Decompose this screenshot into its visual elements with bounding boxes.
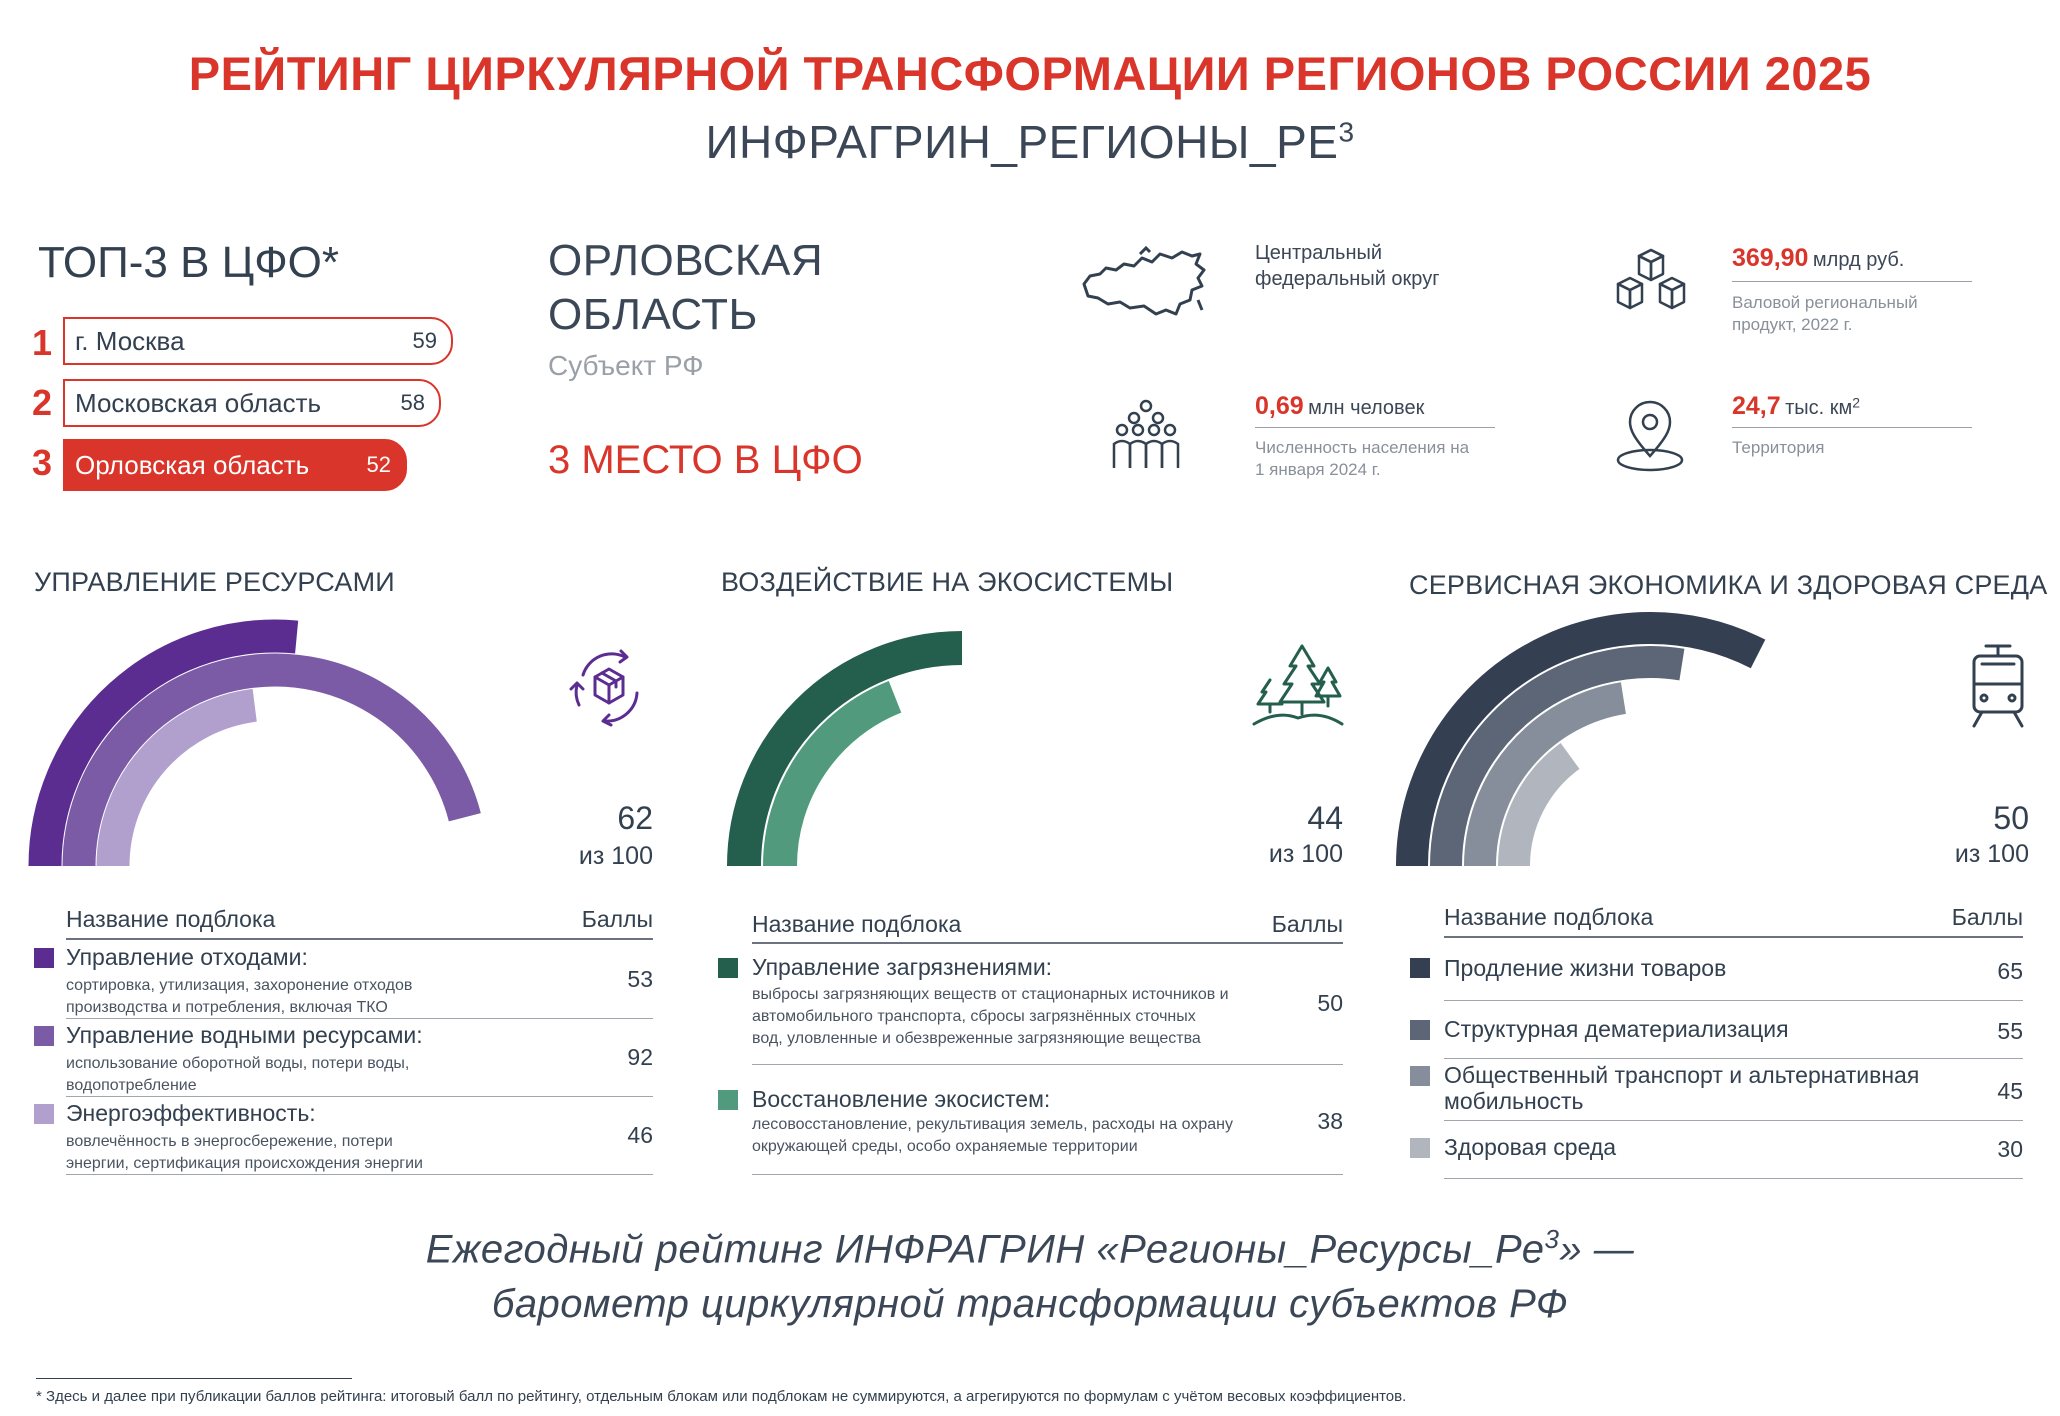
table-rule — [66, 1096, 653, 1097]
row-value: 65 — [1997, 958, 2023, 984]
top3-item-score: 59 — [412, 328, 437, 353]
divider — [1255, 427, 1495, 428]
row-title: Управление водными ресурсами: — [66, 1022, 423, 1048]
area-note: Территория — [1732, 438, 1825, 457]
rank-number: 1 — [32, 322, 53, 363]
row-desc: лесовосстановление, рекультивация земель, расходы на охрану окружающей среды, особо охраняемые территории — [752, 1116, 1233, 1155]
row-desc: вовлечённость в энергосбережение, потери энергии, сертификация происхождения энергии — [66, 1133, 423, 1172]
legend-swatch — [1410, 1138, 1430, 1158]
top3-item-score: 52 — [366, 452, 391, 477]
row-value: 92 — [627, 1044, 653, 1070]
row-title: Управление загрязнениями: — [752, 954, 1053, 980]
rank-number: 3 — [32, 442, 53, 483]
divider — [1732, 427, 1972, 428]
legend-swatch — [718, 958, 738, 978]
row-value: 30 — [1997, 1136, 2023, 1162]
row-title: Восстановление экосистем: — [752, 1086, 1051, 1112]
row-value: 46 — [627, 1122, 653, 1148]
table-rule — [1444, 936, 2023, 938]
grp-note: Валовой региональный продукт, 2022 г. — [1732, 293, 1918, 334]
row-title: Структурная дематериализация — [1444, 1016, 1789, 1042]
table-rule — [1444, 1120, 2023, 1121]
chart-ecosystems — [744, 648, 962, 866]
page-subtitle: $ИНФРАГРИН\_РЕГИОНЫ\_РЕ^3$ — [705, 116, 1355, 168]
people-group-icon — [1108, 398, 1184, 472]
block-score-of: из 100 — [578, 842, 653, 870]
top3-item-moscow — [63, 317, 453, 365]
region-place: 3 МЕСТО В ЦФО — [548, 438, 863, 482]
table-rule — [1444, 1000, 2023, 1001]
row-value: 45 — [1997, 1078, 2023, 1104]
cubes-icon — [1614, 246, 1688, 318]
block-score-of: из 100 — [1268, 840, 1343, 868]
top3-item-oryol — [63, 439, 407, 491]
region-name: ОРЛОВСКАЯ ОБЛАСТЬ — [548, 236, 824, 339]
row-value: 38 — [1317, 1108, 1343, 1134]
location-pin-icon — [1614, 400, 1686, 474]
top3-title: ТОП-3 В ЦФО* — [38, 238, 340, 287]
legend-swatch — [1410, 1020, 1430, 1040]
table-head-name: Название подблока — [1444, 904, 1654, 930]
row-title: Управление отходами: — [66, 944, 308, 970]
legend-swatch — [1410, 1066, 1430, 1086]
tram-icon — [1968, 642, 2028, 728]
table-rule — [1444, 1058, 2023, 1059]
row-value: 50 — [1317, 990, 1343, 1016]
divider — [1732, 281, 1972, 282]
table-head-score: Баллы — [1951, 904, 2023, 930]
row-desc: выбросы загрязняющих веществ от стационарных источников и автомобильного транспорта, сбросы загрязнённых сточных вод, уловленные и обезвреженные загрязняющие вещества — [752, 986, 1229, 1047]
legend-swatch — [34, 1026, 54, 1046]
rank-number: 2 — [32, 382, 53, 423]
block-score: 50 — [1993, 800, 2029, 836]
footnote: * Здесь и далее при публикации баллов рейтинга: итоговый балл по рейтингу, отдельным блокам или подблокам не суммируются, а агрегируются по формулам с учётом весовых коэффициентов. — [36, 1388, 1407, 1405]
top3-item-score: 58 — [400, 390, 425, 415]
row-title: Общественный транспорт и альтернативная мобильность — [1444, 1062, 1920, 1114]
row-value: 55 — [1997, 1018, 2023, 1044]
top3-item-name: Орловская область — [75, 449, 310, 480]
chart-resources — [45, 636, 465, 866]
top3-item-moscow-oblast — [63, 379, 441, 427]
table-rule — [66, 938, 653, 940]
row-title: Продление жизни товаров — [1444, 955, 1727, 981]
block-title-service: СЕРВИСНАЯ ЭКОНОМИКА И ЗДОРОВАЯ СРЕДА — [1409, 570, 2048, 600]
legend-swatch — [34, 948, 54, 968]
row-desc: сортировка, утилизация, захоронение отходов производства и потребления, включая ТКО — [66, 977, 413, 1016]
legend-swatch — [718, 1090, 738, 1110]
table-rule — [1444, 1178, 2023, 1179]
table-rule — [66, 1174, 653, 1175]
footer-line-1: Ежегодный рейтинг ИНФРАГРИН «$Регионы\_Ресурсы\_Ре^3$» — — [425, 1224, 1635, 1272]
district-label: Центральный федеральный округ — [1255, 242, 1440, 290]
table-rule — [752, 1174, 1343, 1175]
page-title: РЕЙТИНГ ЦИРКУЛЯРНОЙ ТРАНСФОРМАЦИИ РЕГИОНОВ РОССИИ 2025 — [188, 47, 1872, 100]
footnote-rule — [36, 1378, 352, 1379]
recycle-box-icon — [565, 645, 653, 733]
table-rule — [66, 1018, 653, 1019]
block-title-resources: УПРАВЛЕНИЕ РЕСУРСАМИ — [34, 567, 395, 597]
legend-swatch — [34, 1104, 54, 1124]
forest-trees-icon — [1250, 640, 1346, 730]
russia-map-icon — [1080, 244, 1210, 320]
table-rule — [752, 1064, 1343, 1065]
row-title: Энергоэффективность: — [66, 1100, 316, 1126]
table-head-name: Название подблока — [752, 911, 962, 937]
table-rule — [752, 942, 1343, 944]
block-score-of: из 100 — [1954, 840, 2029, 868]
top3-item-name: Московская область — [75, 387, 322, 418]
radial-charts — [0, 600, 2060, 880]
chart-service — [1412, 628, 1758, 866]
table-head-score: Баллы — [1271, 911, 1343, 937]
population-note: Численность населения на 1 января 2024 г. — [1255, 438, 1470, 479]
legend-swatch — [1410, 958, 1430, 978]
table-head-name: Название подблока — [66, 906, 276, 932]
row-desc: использование оборотной воды, потери воды, водопотребление — [66, 1055, 410, 1094]
row-title: Здоровая среда — [1444, 1134, 1617, 1160]
grp-value: 369,90 млрд руб. — [1732, 244, 1905, 272]
top3-item-name: г. Москва — [75, 325, 185, 356]
footer-line-2: барометр циркулярной трансформации субъектов РФ — [491, 1282, 1569, 1326]
table-head-score: Баллы — [581, 906, 653, 932]
block-score: 44 — [1307, 800, 1343, 836]
row-value: 53 — [627, 966, 653, 992]
block-score: 62 — [617, 800, 653, 836]
region-type: Субъект РФ — [548, 350, 704, 381]
block-title-ecosystems: ВОЗДЕЙСТВИЕ НА ЭКОСИСТЕМЫ — [721, 567, 1174, 597]
population-value: 0,69 млн человек — [1255, 392, 1425, 420]
area-value: 24,7 тыс. $км^2$ — [1732, 392, 1861, 420]
